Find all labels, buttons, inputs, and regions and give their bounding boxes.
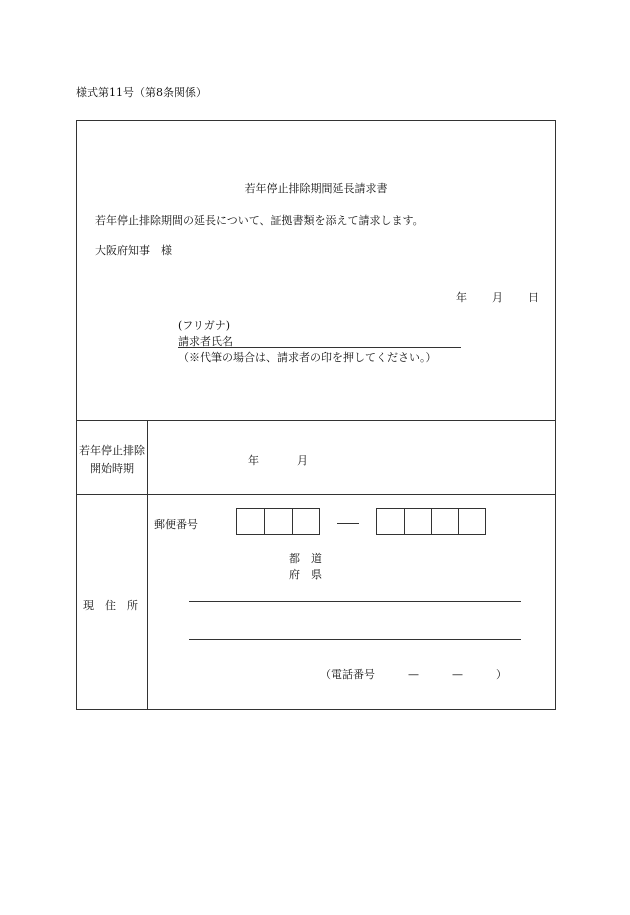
applicant-name-label: 請求者氏名 — [178, 335, 233, 348]
postal-code-cell — [458, 509, 459, 534]
postal-code-label: 郵便番号 — [154, 518, 198, 531]
address-line-1[interactable] — [189, 601, 521, 602]
address-label: 現 住 所 — [83, 599, 138, 612]
date-month-label: 月 — [492, 291, 503, 304]
postal-code-cell — [264, 509, 265, 534]
start-year-label: 年 — [248, 454, 259, 467]
postal-code-dash — [337, 523, 359, 524]
postal-code-cell — [431, 509, 432, 534]
prefecture-suffix-line1: 都 道 — [289, 552, 322, 565]
start-month-label: 月 — [297, 454, 308, 467]
form-title: 若年停止排除期間延長請求書 — [244, 182, 388, 195]
postal-code-cell — [292, 509, 293, 534]
date-year-label: 年 — [456, 291, 467, 304]
label-column-divider — [147, 420, 148, 710]
phone-number-field[interactable]: （電話番号 — — ） — [320, 668, 507, 681]
addressee: 大阪府知事 様 — [95, 244, 172, 257]
address-line-2[interactable] — [189, 639, 521, 640]
postal-code-cell — [404, 509, 405, 534]
prefecture-suffix-line2: 府 県 — [289, 568, 322, 581]
applicant-name-line[interactable] — [178, 347, 461, 348]
furigana-label: (フリガナ) — [178, 319, 231, 332]
start-period-label: 若年停止排除開始時期 — [79, 444, 145, 475]
postal-code-first-boxes[interactable] — [236, 508, 320, 535]
section-divider — [77, 420, 555, 421]
section-divider — [77, 494, 555, 495]
postal-code-second-boxes[interactable] — [376, 508, 486, 535]
proxy-note: （※代筆の場合は、請求者の印を押してください。） — [178, 351, 437, 364]
request-statement: 若年停止排除期間の延長について、証拠書類を添えて請求します。 — [95, 214, 424, 227]
date-day-label: 日 — [528, 291, 539, 304]
form-number: 様式第11号（第8条関係） — [76, 86, 207, 99]
application-form — [76, 120, 556, 710]
